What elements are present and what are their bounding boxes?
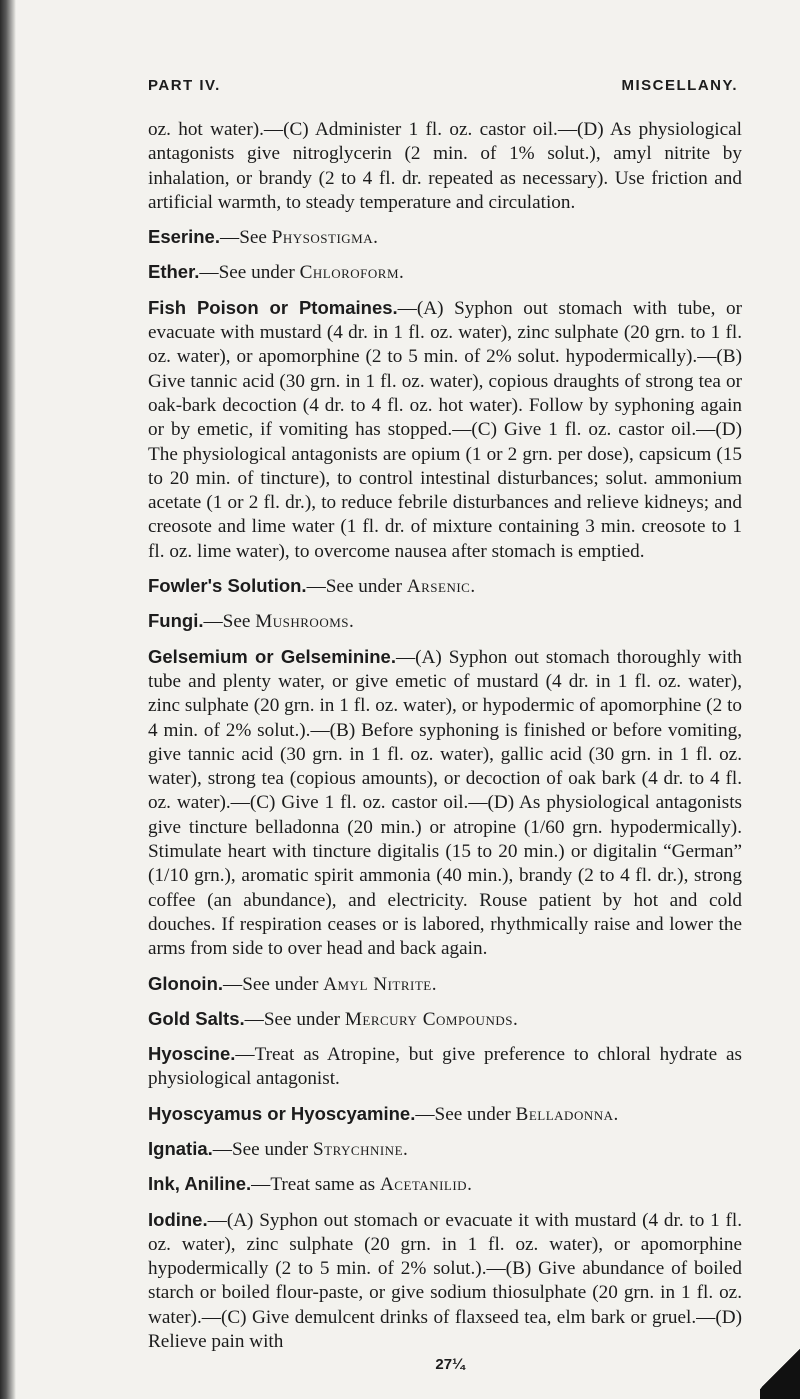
cross-reference: Amyl Nitrite [323, 973, 432, 995]
dictionary-entry [148, 296, 742, 564]
entry-text: —See under [415, 1103, 516, 1125]
entry-tail: . [431, 973, 437, 995]
dictionary-entry [148, 972, 742, 997]
running-header [148, 77, 738, 101]
entry-headword: Iodine. [148, 1208, 208, 1230]
dictionary-entry [148, 1102, 742, 1127]
entry-text: —See [203, 611, 256, 633]
dictionary-entry [148, 1007, 742, 1032]
dictionary-entry [148, 260, 742, 285]
entry-text: —See under [212, 1138, 313, 1160]
continued-entry [148, 118, 742, 215]
entry-headword: Hyoscine. [148, 1043, 236, 1065]
entry-headword: Hyoscyamus or Hyoscyamine. [148, 1102, 416, 1124]
entry-tail: . [470, 576, 476, 598]
cross-reference: Physostigma [271, 227, 374, 249]
entry-headword: Fungi. [148, 610, 204, 632]
entry-text: —See under [244, 1008, 345, 1030]
body-text [148, 118, 742, 1364]
header-section-label: MISCELLANY. [621, 77, 738, 94]
entry-tail: . [403, 1138, 408, 1160]
cross-reference: Mushrooms [255, 611, 349, 633]
page-corner-shadow [760, 1339, 800, 1399]
entry-text: —See under [199, 262, 300, 284]
entry-headword: Fish Poison or Ptomaines. [148, 296, 398, 318]
page-number: 27¼ [435, 1356, 465, 1373]
entry-text: —See under [223, 973, 324, 995]
cross-reference: Strychnine [312, 1138, 404, 1160]
entry-text: —Treat as Atropine, but give preference to chloral hydrate as physiological antagonist. [148, 1044, 742, 1090]
entry-headword: Gold Salts. [148, 1007, 245, 1029]
dictionary-entry [148, 609, 742, 634]
entry-headword: Eserine. [148, 226, 220, 248]
entry-text: oz. hot water).—(C) Administer 1 fl. oz. castor oil.—(D) As physiological antagonists give nitroglycerin (2 min. of 1% solut.), amyl nitrite by inhalation, or brandy (2 to 4 fl. dr. repeated as necessary). Use friction and artificial warmth, to steady temperature and circulation. [148, 119, 742, 213]
entry-headword: Glonoin. [148, 972, 224, 994]
entry-headword: Ignatia. [148, 1137, 213, 1159]
entry-headword: Ink, Aniline. [148, 1173, 252, 1195]
entry-tail: . [512, 1008, 518, 1030]
entry-text: —(A) Syphon out stomach or evacuate it with mustard (4 dr. to 1 fl. oz. water), zinc sulphate (20 grn. in 1 fl. oz. water), or apomorphine hypodermically (2 to 5 min. of 2% solut.).—(B) Give abundance of boiled starch or boiled flour-paste, or give sodium thiosulphate (20 grn. in 1 fl. oz. water).—(C) Give demulcent drinks of flaxseed tea, elm bark or gruel.—(D) Relieve pain with [148, 1209, 742, 1353]
header-part-label: PART IV. [148, 77, 221, 94]
cross-reference: Arsenic [406, 576, 471, 598]
dictionary-entry [148, 225, 742, 250]
entry-tail: . [349, 611, 354, 633]
dictionary-entry [148, 1042, 742, 1092]
cross-reference: Belladonna [515, 1103, 614, 1125]
entry-headword: Fowler's Solution. [148, 575, 307, 597]
cross-reference: Chloroform [299, 262, 400, 284]
entry-text: —(A) Syphon out stomach with tube, or evacuate with mustard (4 dr. in 1 fl. oz. water), zinc sulphate (20 grn. to 1 fl. oz. water), or apomorphine (2 to 5 min. of 2% solut. hypodermically).—(B) Give tannic acid (30 grn. in 1 fl. oz. water), copious draughts of strong tea or oak-bark decoction (4 dr. to 4 fl. oz. hot water). Follow by syphoning again or by emetic, if vomiting has stopped.—(C) Give 1 fl. oz. castor oil.—(D) The physiological antagonists are opium (1 or 2 grn. per dose), capsicum (15 to 20 min. of tincture), to control intestinal disturbances; solut. ammonium acetate (1 or 2 fl. dr.), to reduce febrile disturbances and relieve kidneys; and creosote and lime water (1 fl. dr. of mixture containing 3 min. creosote to 1 fl. oz. lime water), to overcome nausea after stomach is emptied. [148, 297, 742, 562]
dictionary-entry [148, 1172, 742, 1197]
entry-text: —(A) Syphon out stomach thoroughly with tube and plenty water, or give emetic of mustard (4 dr. in 1 fl. oz. water), zinc sulphate (20 grn. in 1 fl. oz. water), or hypodermic of apomorphine (2 to 4 min. of 2% solut.).—(B) Before syphoning is finished or before vomiting, give tannic acid (30 grn. in 1 fl. oz. water), gallic acid (30 grn. in 1 fl. oz. water), strong tea (copious amounts), or decoction of oak bark (4 dr. to 4 fl. oz. water).—(C) Give 1 fl. oz. castor oil.—(D) As physiological antagonists give tincture belladonna (20 min.) or atropine (1/60 grn. hypodermically). Stimulate heart with tincture digitalis (15 to 20 min.) or digitalin “German” (1/10 grn.), aromatic spirit ammonia (40 min.), brandy (2 to 4 fl. dr.), strong coffee (an abundance), and electricity. Rouse patient by hot and cold douches. If respiration ceases or is labored, rhythmically raise and lower the arms from side to over head and back again. [148, 646, 742, 960]
cross-reference: Mercury Compounds [344, 1008, 513, 1030]
dictionary-entry [148, 645, 742, 962]
entry-tail: . [399, 262, 404, 284]
entry-tail: . [467, 1174, 472, 1196]
cross-reference: Acetanilid [379, 1174, 468, 1196]
dictionary-entry [148, 574, 742, 599]
entry-text: —See under [306, 576, 407, 598]
entry-text: —See [220, 227, 272, 249]
page-binding-shadow [0, 0, 16, 1399]
entry-tail: . [373, 227, 378, 249]
dictionary-entry [148, 1208, 742, 1355]
entry-headword: Gelsemium or Gelseminine. [148, 645, 396, 667]
entry-text: —Treat same as [251, 1174, 380, 1196]
dictionary-entry [148, 1137, 742, 1162]
entry-tail: . [613, 1103, 619, 1125]
entry-headword: Ether. [148, 261, 200, 283]
